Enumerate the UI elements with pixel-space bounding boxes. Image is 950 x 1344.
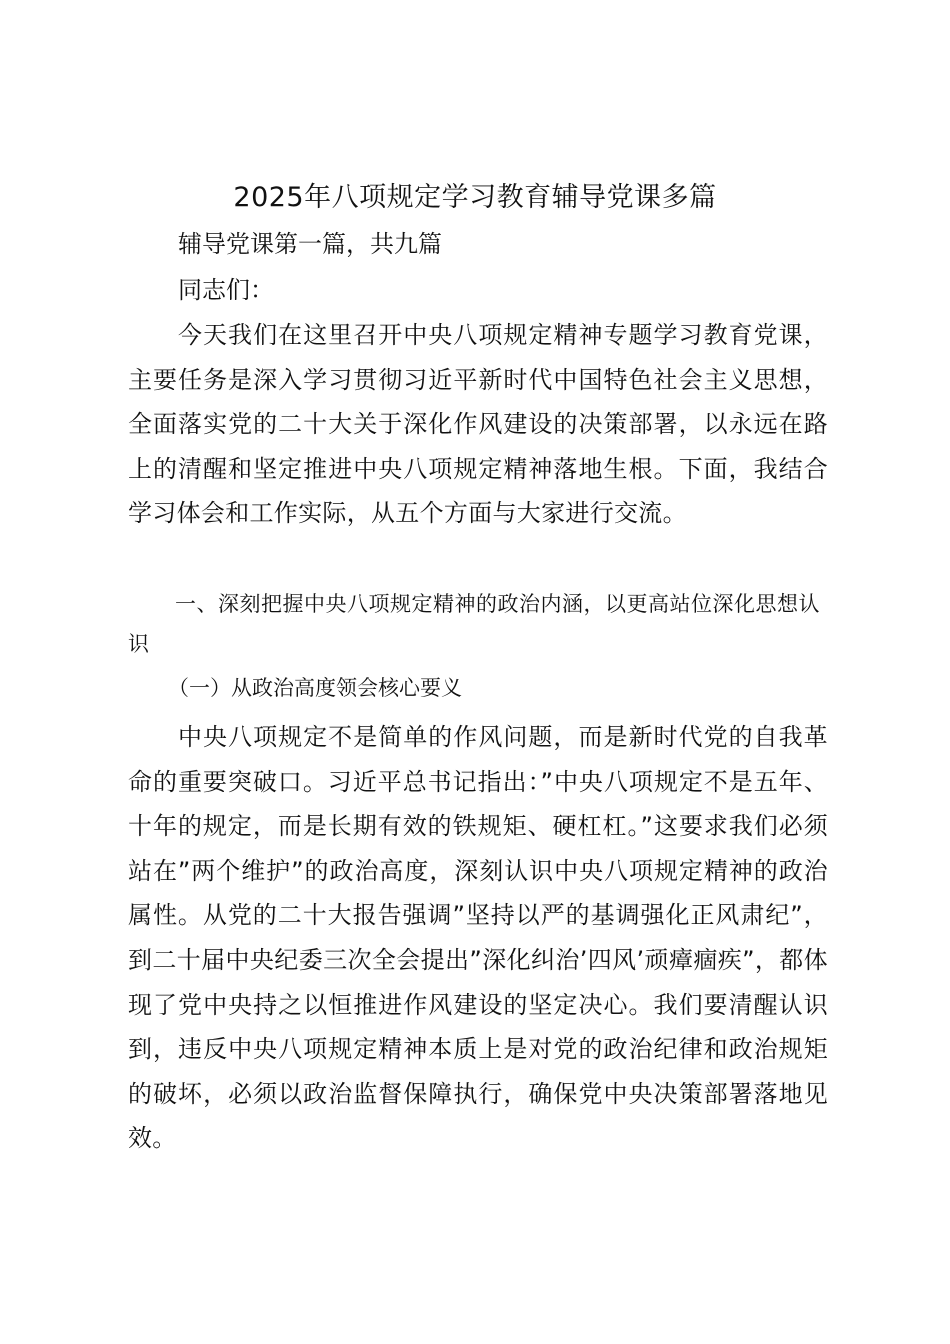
subsection-heading: （一）从政治高度领会核心要义: [168, 676, 462, 700]
document-subtitle: 辅导党课第一篇，共九篇: [178, 230, 442, 258]
intro-paragraph: 今天我们在这里召开中央八项规定精神专题学习教育党课，主要任务是深入学习贯彻习近平新时代中国特色社会主义思想，全面落实党的二十大关于深化作风建设的决策部署，以永远在路上的清醒和坚定推进中央八项规定精神落地生根。下面，我结合学习体会和工作实际，从五个方面与大家进行交流。: [128, 321, 828, 528]
body-paragraph: 中央八项规定不是简单的作风问题，而是新时代党的自我革命的重要突破口。习近平总书记指出：”中央八项规定不是五年、十年的规定，而是长期有效的铁规矩、硬杠杠。”这要求我们必须站在”两个维护”的政治高度，深刻认识中央八项规定精神的政治属性。从党的二十大报告强调”坚持以严的基调强化正风肃纪”，到二十届中央纪委三次全会提出”深化纠治’四风’顽瘴痼疾”，都体现了党中央持之以恒推进作风建设的坚定决心。我们要清醒认识到，违反中央八项规定精神本质上是对党的政治纪律和政治规矩的破坏，必须以政治监督保障执行，确保党中央决策部署落地见效。: [128, 723, 828, 1153]
document-title: 2025年八项规定学习教育辅导党课多篇: [233, 182, 717, 213]
salutation: 同志们：: [178, 276, 274, 304]
section-heading: 一、深刻把握中央八项规定精神的政治内涵，以更高站位深化思想认识: [128, 592, 820, 656]
